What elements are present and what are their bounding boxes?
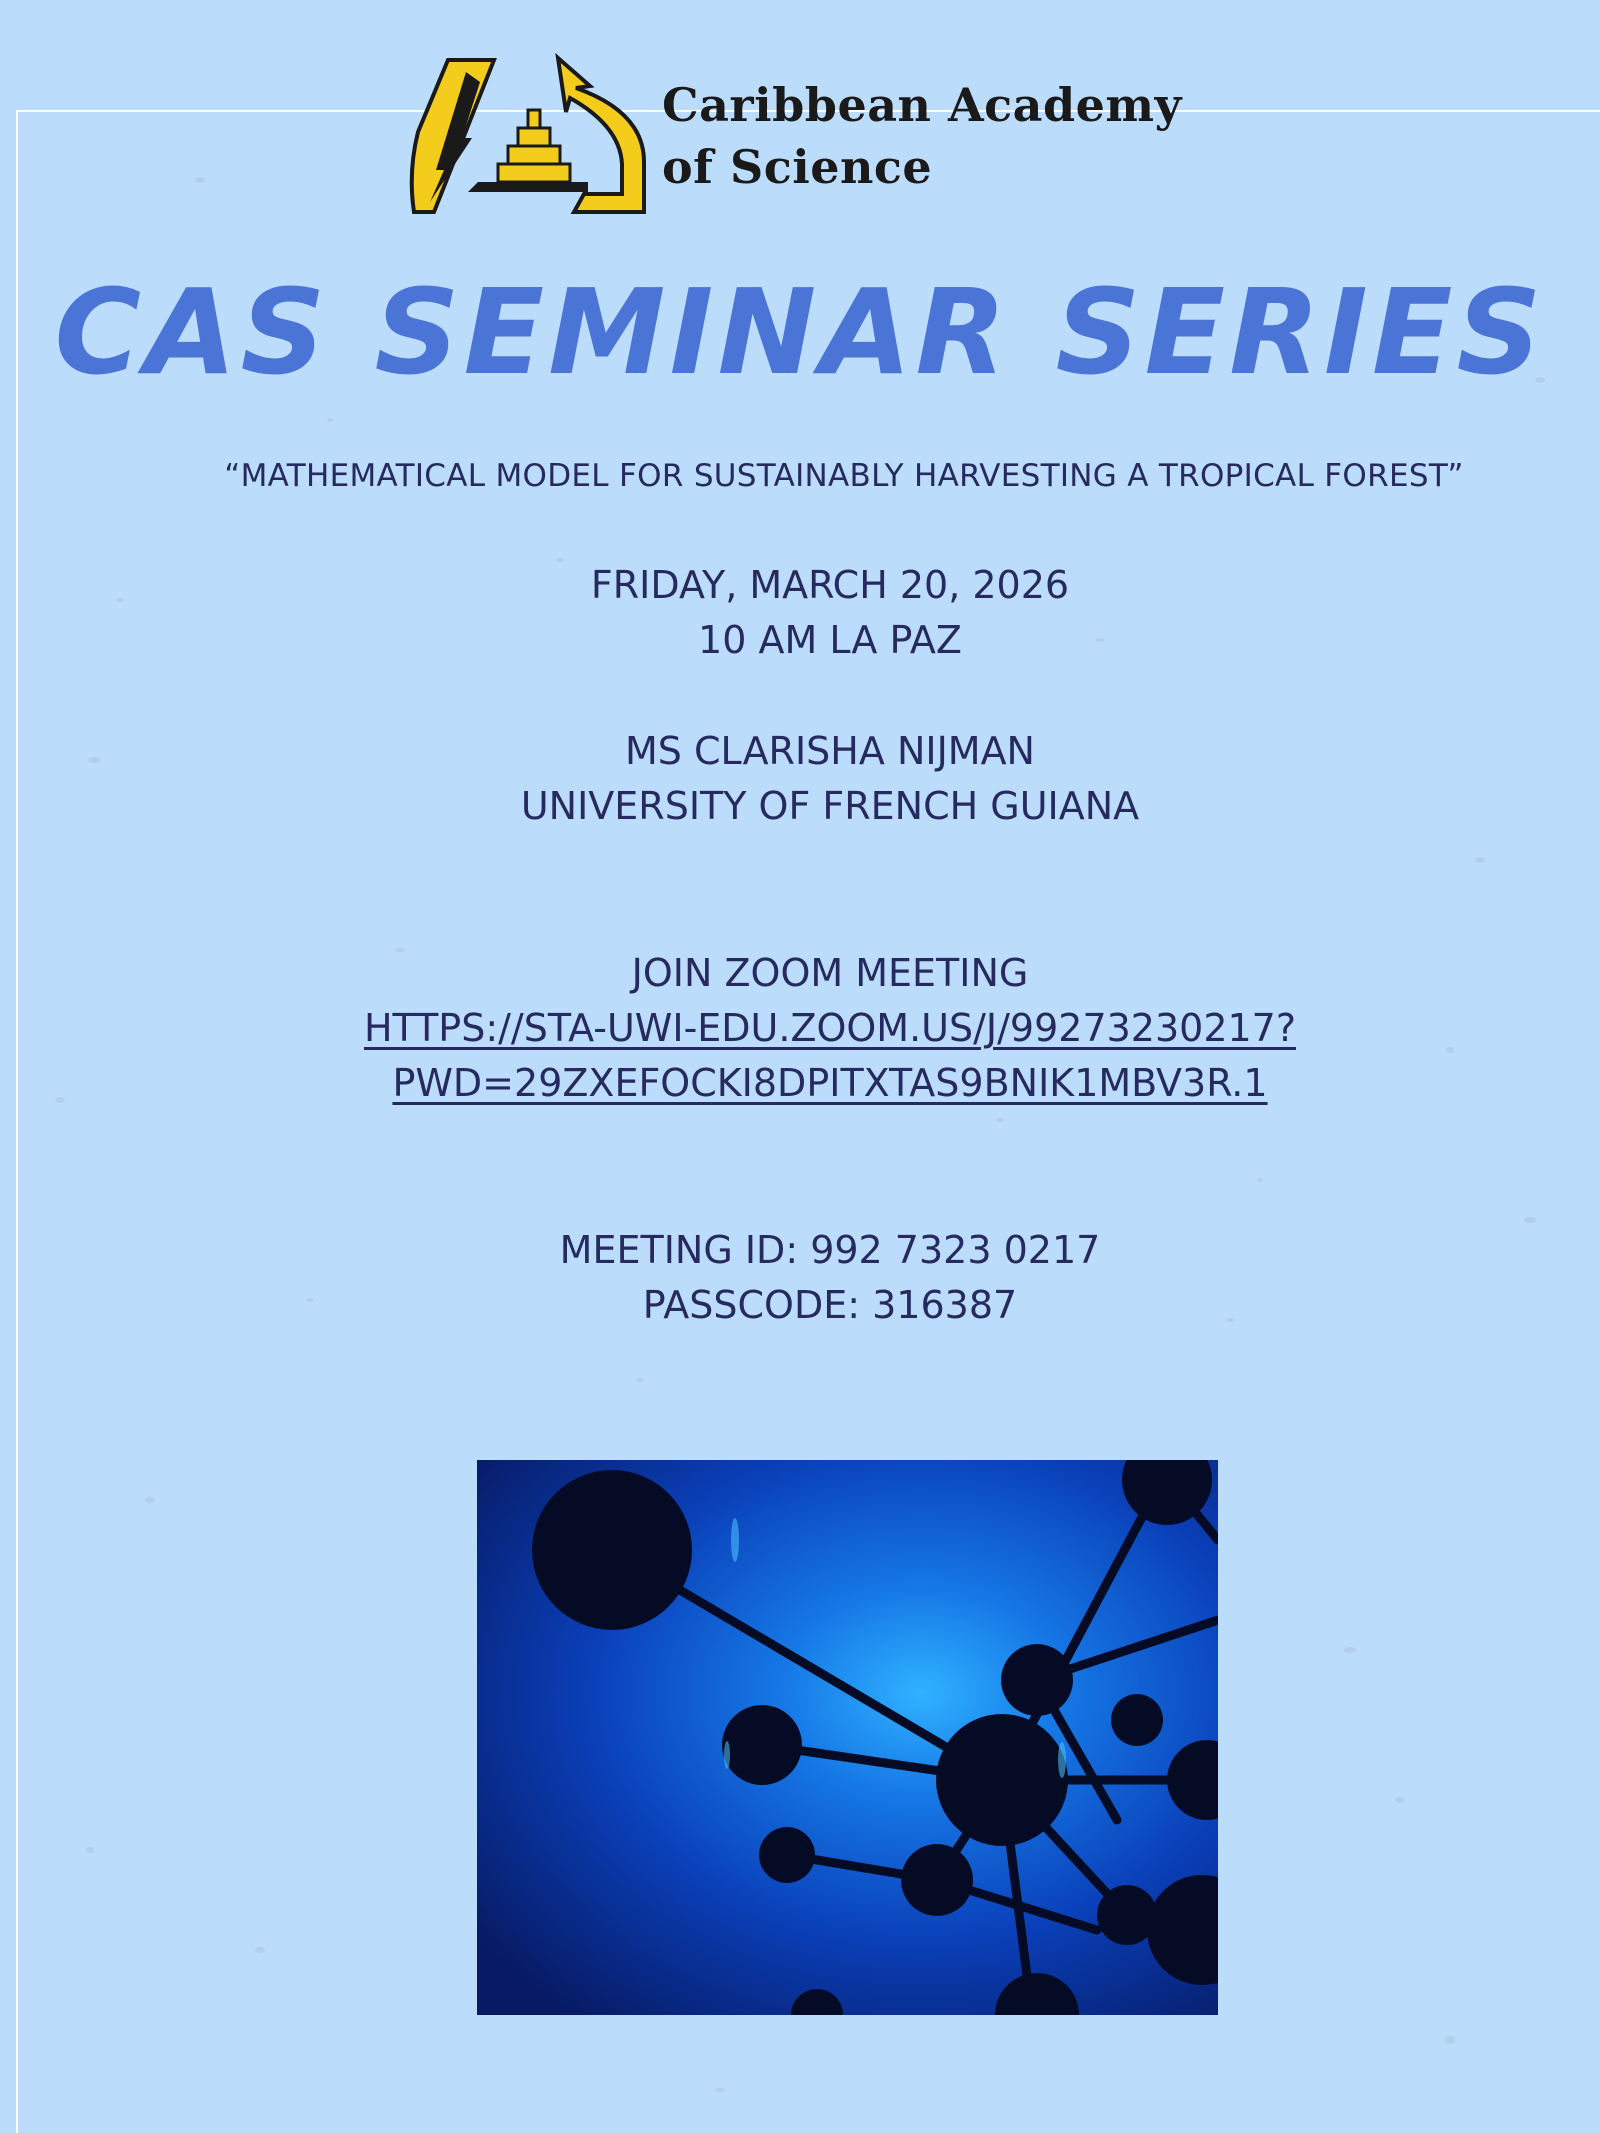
seminar-date: FRIDAY, MARCH 20, 2026 (590, 563, 1070, 607)
seminar-time: 10 AM LA PAZ (698, 618, 962, 662)
meeting-id: MEETING ID: 992 7323 0217 (559, 1228, 1101, 1272)
molecule-model-image (477, 1460, 1218, 2015)
meeting-passcode: PASSCODE: 316387 (642, 1283, 1018, 1327)
speaker-block (0, 724, 1600, 834)
logo-wordmark (662, 74, 1222, 198)
cas-pyramid-logo-icon (408, 52, 648, 222)
schedule-block (0, 558, 1600, 668)
speaker-affiliation: UNIVERSITY OF FRENCH GUIANA (520, 784, 1140, 828)
speaker-name: MS CLARISHA NIJMAN (625, 729, 1035, 773)
logo-name-line1: Caribbean Academy (662, 78, 1182, 132)
zoom-link-line2[interactable]: PWD=29ZXEFOCKI8DPITXTAS9BNIK1MBV3R.1 (392, 1061, 1268, 1105)
zoom-block (0, 946, 1600, 1111)
talk-title: “MATHEMATICAL MODEL FOR SUSTAINABLY HARVESTING A TROPICAL FOREST” (224, 458, 1464, 494)
logo-name-line2: of Science (662, 140, 933, 194)
zoom-link-line1[interactable]: HTTPS://STA-UWI-EDU.ZOOM.US/J/99273230217? (363, 1006, 1297, 1050)
zoom-heading: JOIN ZOOM MEETING (631, 951, 1029, 995)
series-title: CAS SEMINAR SERIES (54, 263, 1546, 401)
meeting-credentials (0, 1223, 1600, 1333)
